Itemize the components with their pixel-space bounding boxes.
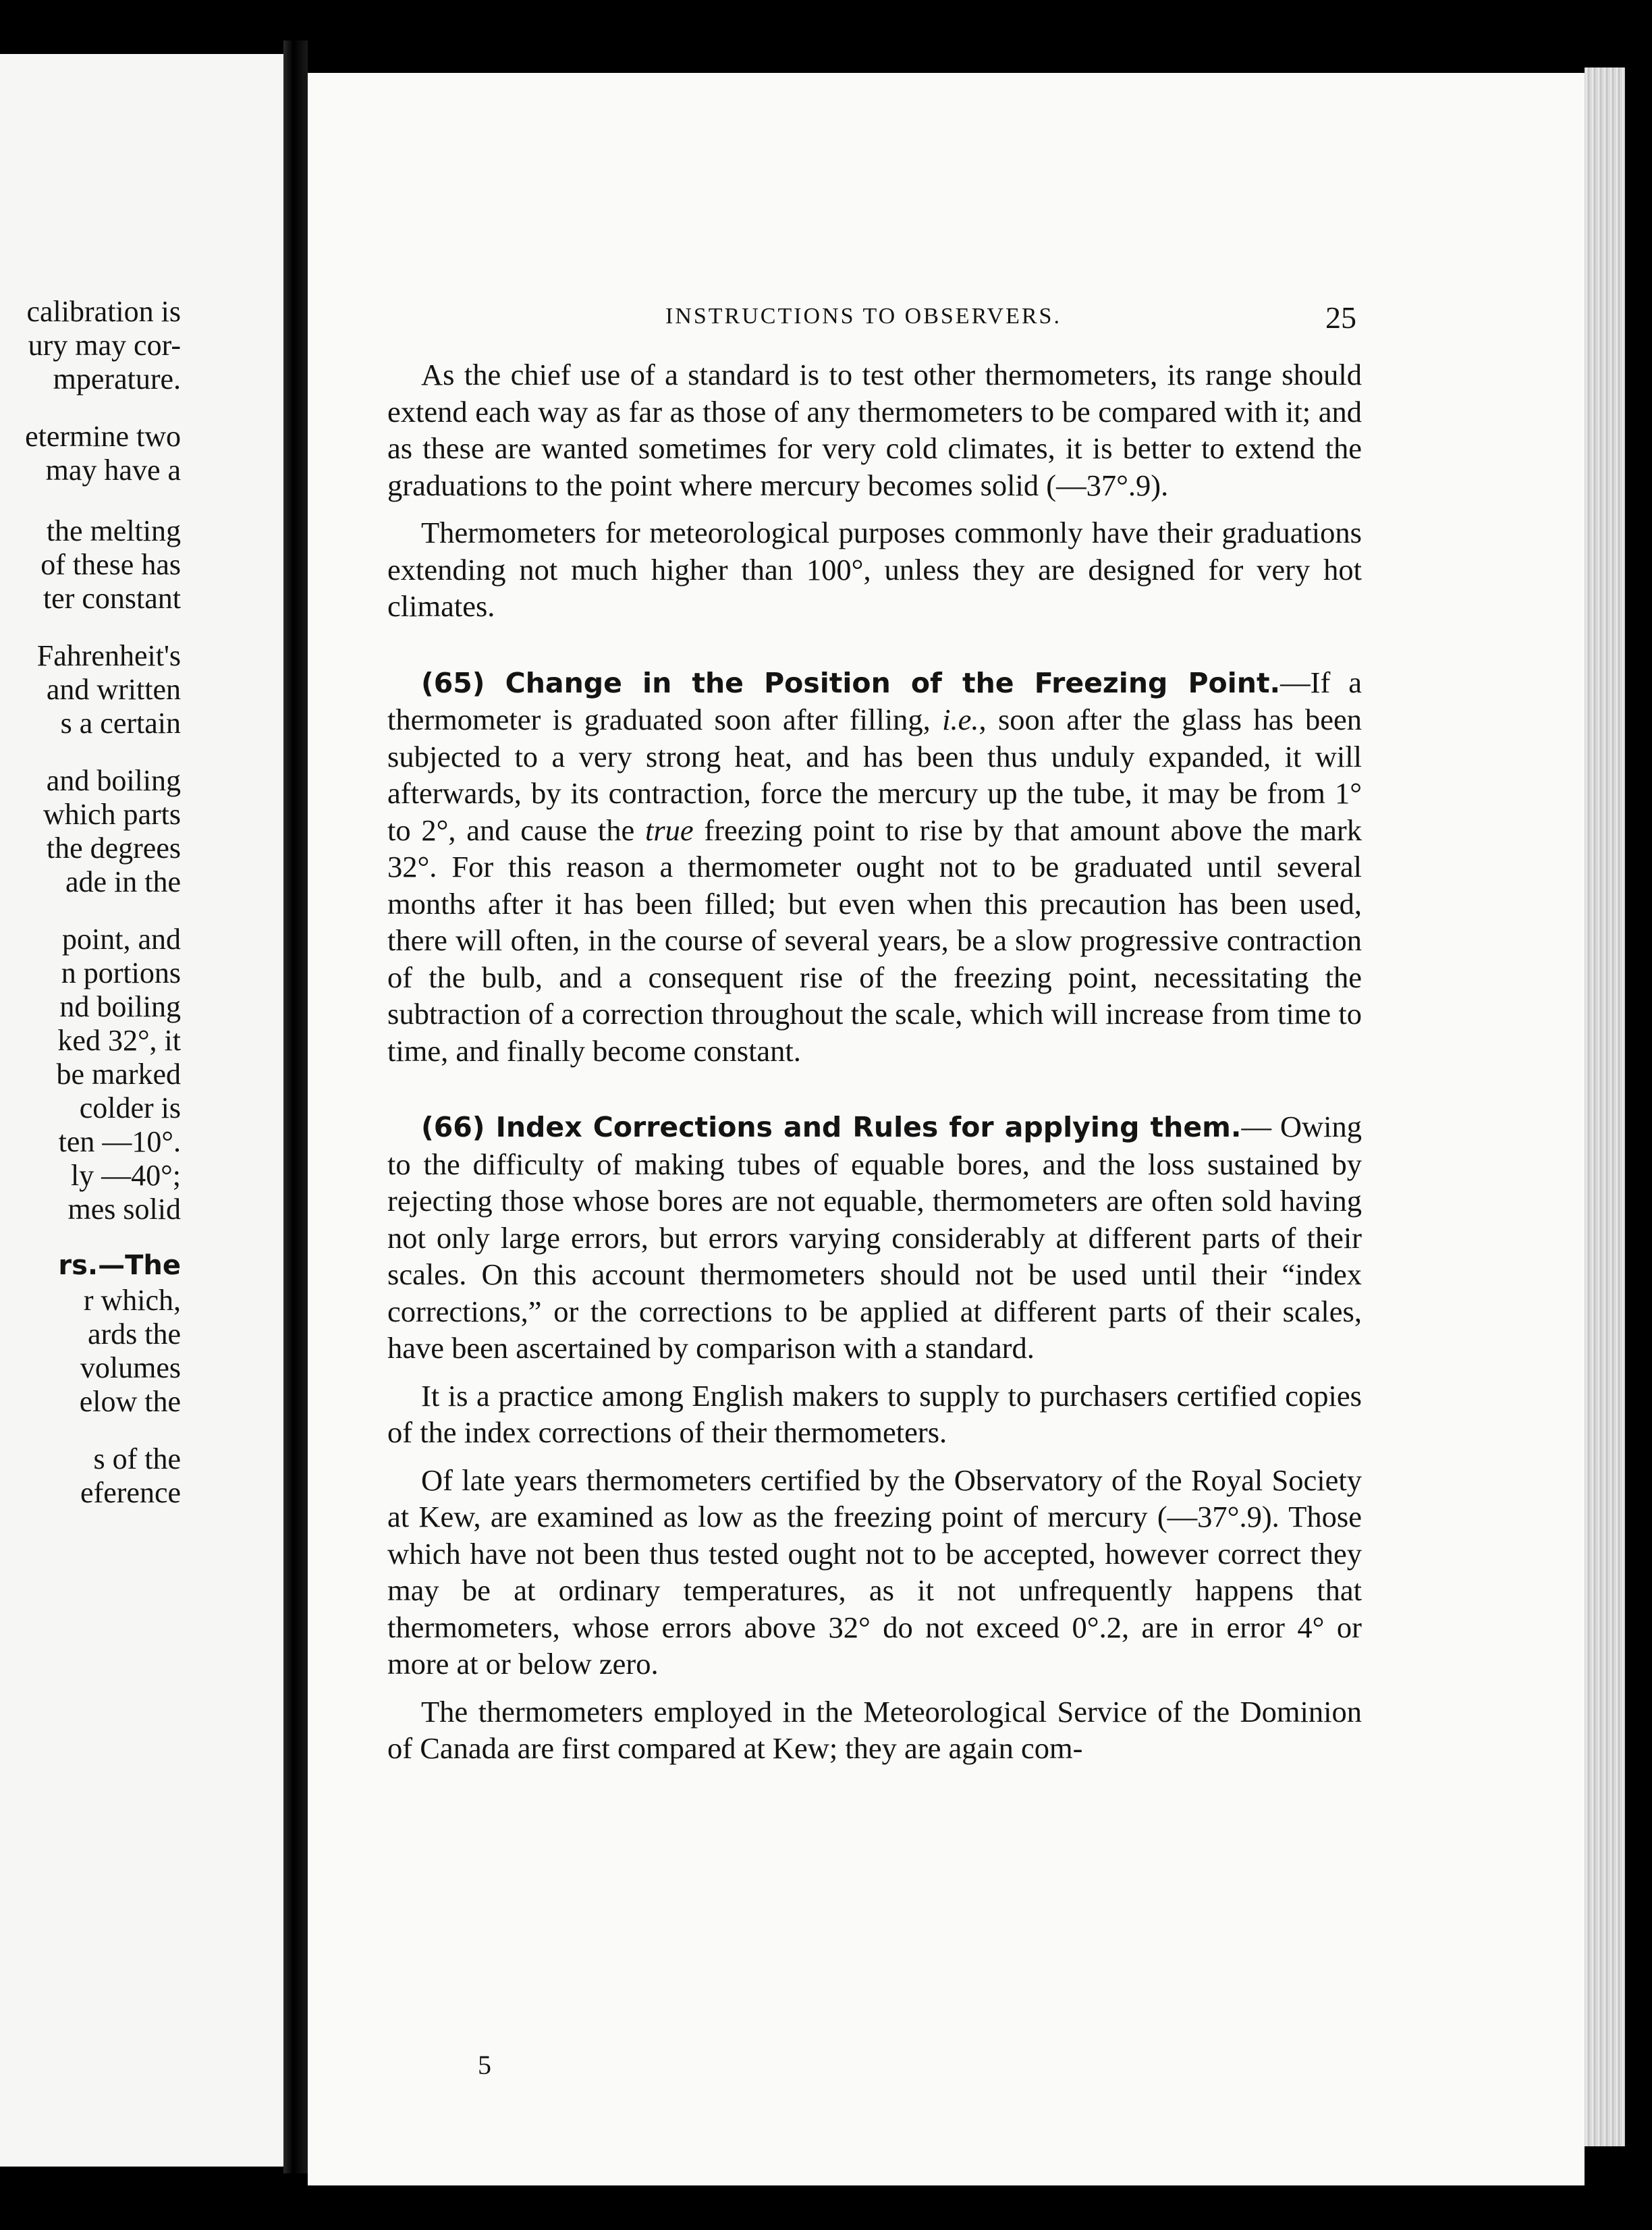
left-page-line: volumes (80, 1351, 181, 1384)
section-65 (387, 664, 1362, 1070)
paragraph-english-makers: It is a practice among English makers to supply to purchasers certified copies of the index corrections of their thermometers. (387, 1378, 1362, 1449)
left-page-line: r which, (83, 1284, 181, 1317)
left-page (0, 54, 283, 2167)
left-page-line: ter constant (43, 582, 181, 615)
left-page-line: eference (80, 1476, 181, 1509)
page-number: 25 (1325, 300, 1356, 335)
left-page-line: rs.—The (58, 1250, 181, 1281)
running-head: INSTRUCTIONS TO OBSERVERS. (665, 304, 1062, 329)
left-page-line: point, and (62, 923, 181, 956)
paragraph-standard-range: As the chief use of a standard is to test other thermometers, its range should extend each way as far as those of any thermometers to be compared with it; and as these are wanted sometimes for very cold climates, it is better to extend the graduations to the point where mercury becomes solid (—37°.9). (387, 358, 1362, 502)
left-page-line: and written (46, 673, 181, 706)
left-page-line: Fahrenheit's (36, 639, 181, 672)
body-text (387, 356, 1362, 1778)
section-66-heading: (66) Index Corrections and Rules for applying them. (421, 1111, 1242, 1143)
left-page-line: which parts (43, 798, 181, 831)
section-65-true: true (644, 813, 694, 847)
left-page-line: nd boiling (59, 990, 181, 1023)
left-page-line: be marked (56, 1058, 181, 1091)
left-page-line: etermine two (25, 420, 181, 453)
right-page (308, 73, 1585, 2185)
left-page-line: ards the (87, 1317, 181, 1351)
section-65-text-1: —If a thermometer is graduated soon after filling, (387, 665, 1362, 736)
section-65-text-2: , soon after the glass has been subjected to a very strong heat, and has been thus unduly expanded, it will afterwards, by its contraction, force the mercury up the tube, it may be from 1° to 2°, and cause the (387, 703, 1362, 847)
left-page-line: ly —40°; (70, 1159, 181, 1192)
left-page-line: of these has (40, 548, 181, 581)
signature-mark: 5 (478, 2050, 491, 2080)
paragraph-meteorological-graduations: Thermometers for meteorological purposes commonly have their graduations extending not much higher than 100°, unless they are designed for very hot climates. (387, 516, 1362, 623)
left-page-line: mperature. (53, 362, 181, 396)
left-page-line: s a certain (60, 707, 181, 740)
section-66-text: — Owing to the difficulty of making tubes of equable bores, and the loss sustained by rejecting those whose bores are not equable, thermometers are often sold having not only large errors, but errors varying considerably at different parts of their scales. On this account thermometers should not be used until their “index corrections,” or the corrections to be applied at different parts of their scales, have been ascertained by comparison with a standard. (387, 1110, 1362, 1365)
section-65-text-3: freezing point to rise by that amount above the mark 32°. For this reason a thermometer ought not to be graduated until several months after it has been filled; but even when this precaution has been used, there will often, in the course of several years, be a slow progressive contraction of the bulb, and a consequent rise of the freezing point, necessitating the subtraction of a correction throughout the scale, which will increase from time to time, and finally become constant. (387, 813, 1362, 1068)
left-page-line: ten —10°. (58, 1125, 181, 1158)
left-page-line: and boiling (46, 764, 181, 797)
left-page-line: may have a (45, 454, 181, 487)
paragraph-canada-service: The thermometers employed in the Meteorological Service of the Dominion of Canada are first compared at Kew; they are again com- (387, 1694, 1362, 1765)
section-66 (387, 1108, 1362, 1367)
section-65-ie: i.e. (942, 703, 979, 736)
paragraph-kew-observatory: Of late years thermometers certified by the Observatory of the Royal Society at Kew, are examined as low as the freezing point of mercury (—37°.9). Those which have not been thus tested ought not to be accepted, however correct they may be at ordinary temperatures, as it not unfrequently happens that thermometers, whose errors above 32° do not exceed 0°.2, are in error 4° or more at or below zero. (387, 1463, 1362, 1681)
left-page-line: ade in the (65, 865, 181, 898)
left-page-line: n portions (61, 956, 181, 989)
left-page-line: s of the (93, 1442, 181, 1475)
book-gutter (283, 40, 308, 2173)
left-page-line: the degrees (46, 832, 181, 865)
left-page-line: ury may cor- (28, 329, 181, 362)
left-page-line: colder is (79, 1091, 181, 1124)
left-page-line: elow the (79, 1385, 181, 1418)
section-65-heading: (65) Change in the Position of the Freezing Point. (421, 666, 1281, 699)
left-page-line: the melting (46, 514, 181, 547)
left-page-line: mes solid (67, 1193, 181, 1226)
left-page-line: ked 32°, it (57, 1024, 181, 1057)
page-edge (1585, 67, 1625, 2146)
left-page-line: calibration is (26, 295, 181, 328)
